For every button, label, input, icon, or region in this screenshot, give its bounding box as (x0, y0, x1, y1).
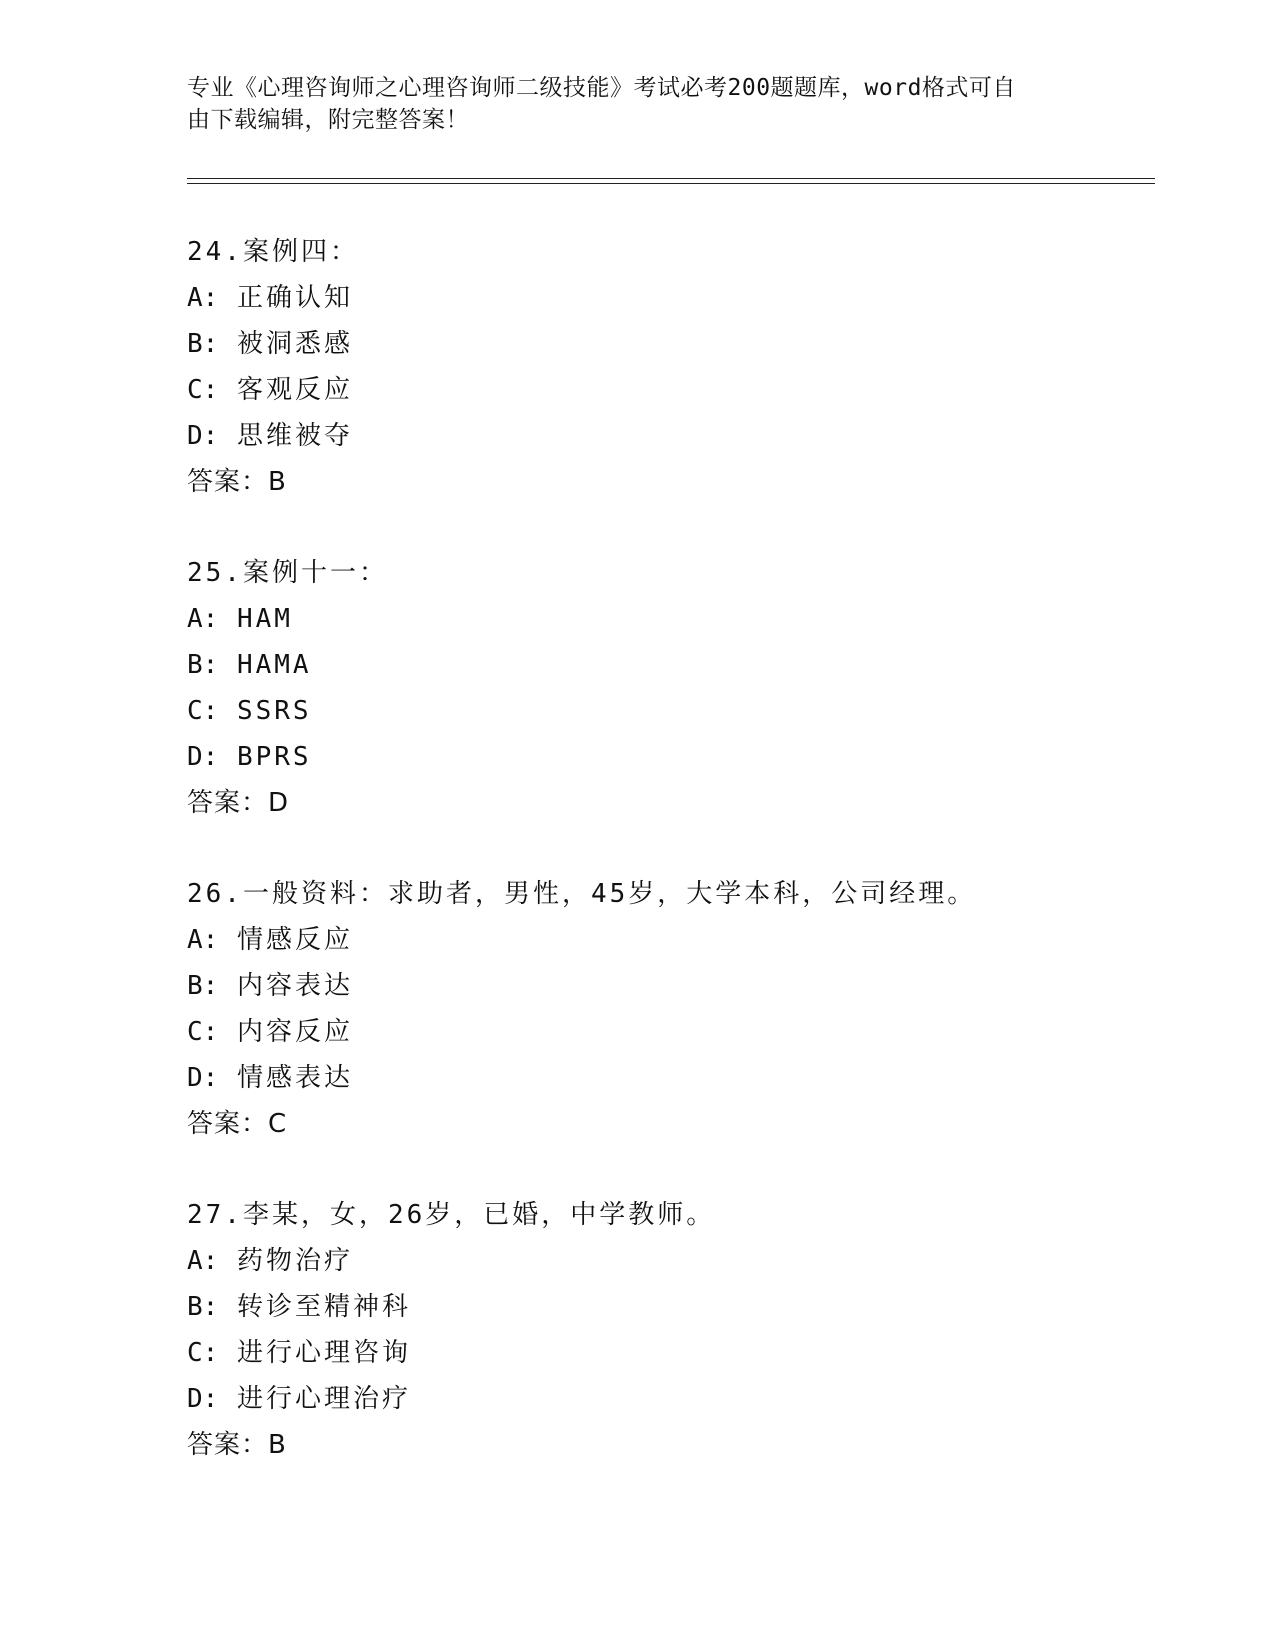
answer-label: 答案： (187, 1430, 269, 1460)
option-text: 药物治疗 (236, 1246, 353, 1276)
answer-line (187, 1101, 1147, 1147)
option-letter: B: (187, 329, 219, 359)
option-d (187, 1376, 1147, 1422)
question-stem (187, 550, 1147, 596)
option-text: 内容反应 (236, 1017, 353, 1047)
option-letter: B: (187, 650, 219, 680)
option-letter: C: (187, 696, 219, 726)
option-letter: C: (187, 1017, 219, 1047)
answer-value: B (268, 467, 287, 497)
answer-value: C (268, 1109, 288, 1139)
option-b (187, 963, 1147, 1009)
answer-line (187, 780, 1147, 826)
option-a (187, 1238, 1147, 1284)
option-b (187, 642, 1147, 688)
question-number: 24. (187, 237, 243, 267)
question-text: 案例十一： (242, 558, 388, 588)
question-block (187, 229, 1147, 505)
option-c (187, 1330, 1147, 1376)
option-b (187, 1284, 1147, 1330)
header-divider-top (187, 178, 1155, 179)
option-text: 正确认知 (236, 283, 353, 313)
option-text: 转诊至精神科 (236, 1292, 411, 1322)
question-stem (187, 871, 1147, 917)
option-text: 内容表达 (236, 971, 353, 1001)
option-letter: D: (187, 1063, 219, 1093)
header-divider-bottom (187, 183, 1155, 184)
option-letter: A: (187, 1246, 219, 1276)
question-stem (187, 1192, 1147, 1238)
option-letter: D: (187, 1384, 219, 1414)
question-number: 26. (187, 879, 243, 909)
option-c (187, 367, 1147, 413)
option-a (187, 917, 1147, 963)
option-text: 思维被夺 (236, 421, 353, 451)
option-letter: C: (187, 375, 219, 405)
document-header (187, 72, 1067, 136)
answer-label: 答案： (187, 467, 269, 497)
answer-value: B (268, 1430, 287, 1460)
answer-label: 答案： (187, 788, 269, 818)
option-text: 被洞悉感 (236, 329, 353, 359)
option-a (187, 275, 1147, 321)
option-d (187, 1055, 1147, 1101)
option-text: 进行心理咨询 (236, 1338, 411, 1368)
question-block (187, 550, 1147, 826)
question-number: 25. (187, 558, 243, 588)
option-c (187, 1009, 1147, 1055)
option-text: 客观反应 (236, 375, 353, 405)
option-letter: B: (187, 1292, 219, 1322)
option-a (187, 596, 1147, 642)
option-letter: C: (187, 1338, 219, 1368)
question-text: 一般资料：求助者，男性，45岁，大学本科，公司经理。 (242, 879, 977, 909)
option-text: SSRS (236, 696, 312, 726)
option-text: 情感反应 (236, 925, 353, 955)
question-block (187, 1192, 1147, 1468)
header-line-1: 专业《心理咨询师之心理咨询师二级技能》考试必考200题题库，word格式可自 (187, 75, 1016, 101)
option-text: 情感表达 (236, 1063, 353, 1093)
answer-value: D (268, 788, 290, 818)
question-block (187, 871, 1147, 1147)
option-text: 进行心理治疗 (236, 1384, 411, 1414)
answer-line (187, 1422, 1147, 1468)
option-d (187, 734, 1147, 780)
question-number: 27. (187, 1200, 243, 1230)
option-letter: B: (187, 971, 219, 1001)
option-letter: D: (187, 742, 219, 772)
answer-line (187, 459, 1147, 505)
option-letter: A: (187, 604, 219, 634)
answer-label: 答案： (187, 1109, 269, 1139)
option-text: BPRS (236, 742, 312, 772)
option-letter: A: (187, 925, 219, 955)
header-line-2: 由下载编辑，附完整答案！ (187, 107, 469, 133)
question-text: 案例四： (242, 237, 359, 267)
option-text: HAM (236, 604, 293, 634)
option-letter: D: (187, 421, 219, 451)
question-stem (187, 229, 1147, 275)
option-letter: A: (187, 283, 219, 313)
option-c (187, 688, 1147, 734)
question-text: 李某，女，26岁，已婚，中学教师。 (242, 1200, 716, 1230)
option-d (187, 413, 1147, 459)
option-text: HAMA (236, 650, 312, 680)
option-b (187, 321, 1147, 367)
